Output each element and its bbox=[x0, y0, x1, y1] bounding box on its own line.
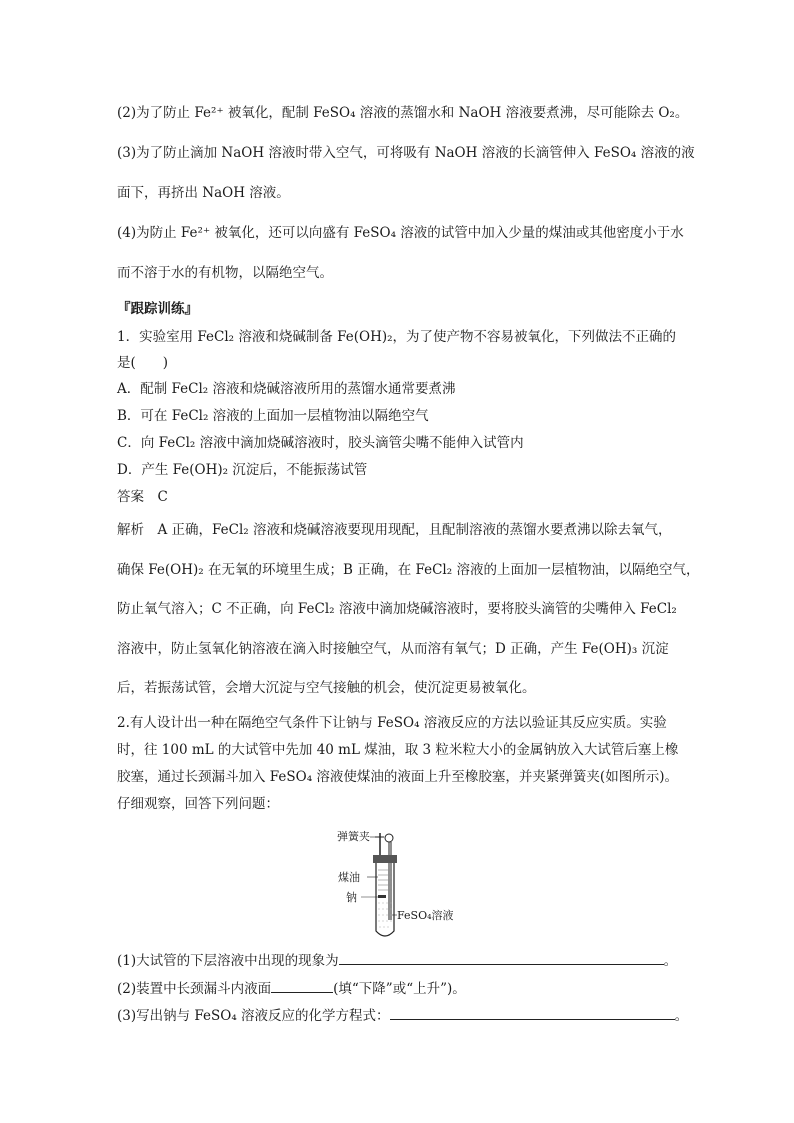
q1-option-a: A．配制 FeCl₂ 溶液和烧碱溶液所用的蒸馏水通常要煮沸 bbox=[117, 381, 456, 397]
apparatus-diagram bbox=[335, 825, 495, 945]
q2-sub-1-suffix: 。 bbox=[663, 953, 678, 969]
q2-sub-2-prefix: (2)装置中长颈漏斗内液面 bbox=[117, 981, 272, 997]
q1-stem-line-2: 是( ) bbox=[117, 355, 169, 371]
q1-answer: 答案 C bbox=[117, 489, 168, 505]
q2-sub-1 bbox=[117, 950, 677, 970]
q2-sub-3-answer-blank[interactable] bbox=[390, 1005, 675, 1020]
q1-option-d: D．产生 Fe(OH)₂ 沉淀后，不能振荡试管 bbox=[117, 462, 368, 478]
q1-option-c: C．向 FeCl₂ 溶液中滴加烧碱溶液时，胶头滴管尖嘴不能伸入试管内 bbox=[117, 435, 524, 451]
rubber-stopper bbox=[373, 855, 397, 863]
note-3-line-1: (3)为了防止滴加 NaOH 溶液时带入空气，可将吸有 NaOH 溶液的长滴管伸入 FeSO₄ 溶液的液 bbox=[117, 145, 695, 161]
section-heading: 『跟踪训练』 bbox=[117, 301, 198, 317]
q2-sub-3-prefix: (3)写出钠与 FeSO₄ 溶液反应的化学方程式： bbox=[117, 1008, 390, 1024]
note-4-line-1: (4)为防止 Fe²⁺ 被氧化，还可以向盛有 FeSO₄ 溶液的试管中加入少量的煤油或其他密度小于水 bbox=[117, 225, 684, 241]
note-4-line-2: 而不溶于水的有机物，以隔绝空气。 bbox=[117, 265, 333, 281]
q1-analysis-line-1: 解析 A 正确，FeCl₂ 溶液和烧碱溶液要现用现配，且配制溶液的蒸馏水要煮沸以除去氧气， bbox=[117, 522, 672, 538]
q2-sub-2-suffix: (填“下降”或“上升”)。 bbox=[333, 981, 466, 997]
q1-analysis-line-2: 确保 Fe(OH)₂ 在无氧的环境里生成；B 正确，在 FeCl₂ 溶液的上面加一层植物油，以隔绝空气， bbox=[117, 562, 700, 578]
q2-stem-line-1: 2.有人设计出一种在隔绝空气条件下让钠与 FeSO₄ 溶液反应的方法以验证其反应实质。实验 bbox=[117, 715, 667, 731]
q1-stem-line-1: 1．实验室用 FeCl₂ 溶液和烧碱制备 Fe(OH)₂，为了使产物不容易被氧化，下列做法不正确的 bbox=[117, 329, 677, 345]
note-3-line-2: 面下，再挤出 NaOH 溶液。 bbox=[117, 185, 290, 201]
note-2: (2)为了防止 Fe²⁺ 被氧化，配制 FeSO₄ 溶液的蒸馏水和 NaOH 溶液要煮沸，尽可能除去 O₂。 bbox=[117, 105, 689, 121]
q2-stem-line-2: 时，往 100 mL 的大试管中先加 40 mL 煤油，取 3 粒米粒大小的金属钠放入大试管后塞上橡 bbox=[117, 742, 679, 758]
sodium-piece bbox=[378, 895, 386, 898]
test-tube-figure bbox=[335, 825, 495, 945]
q2-sub-3 bbox=[117, 1005, 688, 1025]
q1-option-b: B．可在 FeCl₂ 溶液的上面加一层植物油以隔绝空气 bbox=[117, 408, 429, 424]
q1-analysis-line-4: 溶液中，防止氢氧化钠溶液在滴入时接触空气，从而溶有氧气；D 正确，产生 Fe(OH)₃ 沉淀 bbox=[117, 641, 669, 657]
label-kerosene: 煤油 bbox=[338, 871, 360, 884]
q2-stem-line-4: 仔细观察，回答下列问题： bbox=[117, 796, 279, 812]
label-clip: 弹簧夹 bbox=[337, 830, 370, 843]
q1-analysis-line-5: 后，若振荡试管，会增大沉淀与空气接触的机会，使沉淀更易被氧化。 bbox=[117, 680, 536, 696]
q2-sub-2-answer-blank[interactable] bbox=[271, 978, 333, 993]
q2-sub-1-answer-blank[interactable] bbox=[339, 950, 664, 965]
q2-sub-3-suffix: 。 bbox=[674, 1008, 689, 1024]
q2-stem-line-3: 胶塞，通过长颈漏斗加入 FeSO₄ 溶液使煤油的液面上升至橡胶塞，并夹紧弹簧夹(如图所示)。 bbox=[117, 769, 678, 785]
q2-sub-2 bbox=[117, 978, 466, 998]
q1-analysis-line-3: 防止氧气溶入；C 不正确，向 FeCl₂ 溶液中滴加烧碱溶液时，要将胶头滴管的尖嘴伸入 FeCl₂ bbox=[117, 601, 677, 617]
label-solution: FeSO₄溶液 bbox=[397, 909, 454, 922]
label-sodium: 钠 bbox=[346, 891, 357, 904]
q2-sub-1-prefix: (1)大试管的下层溶液中出现的现象为 bbox=[117, 953, 339, 969]
